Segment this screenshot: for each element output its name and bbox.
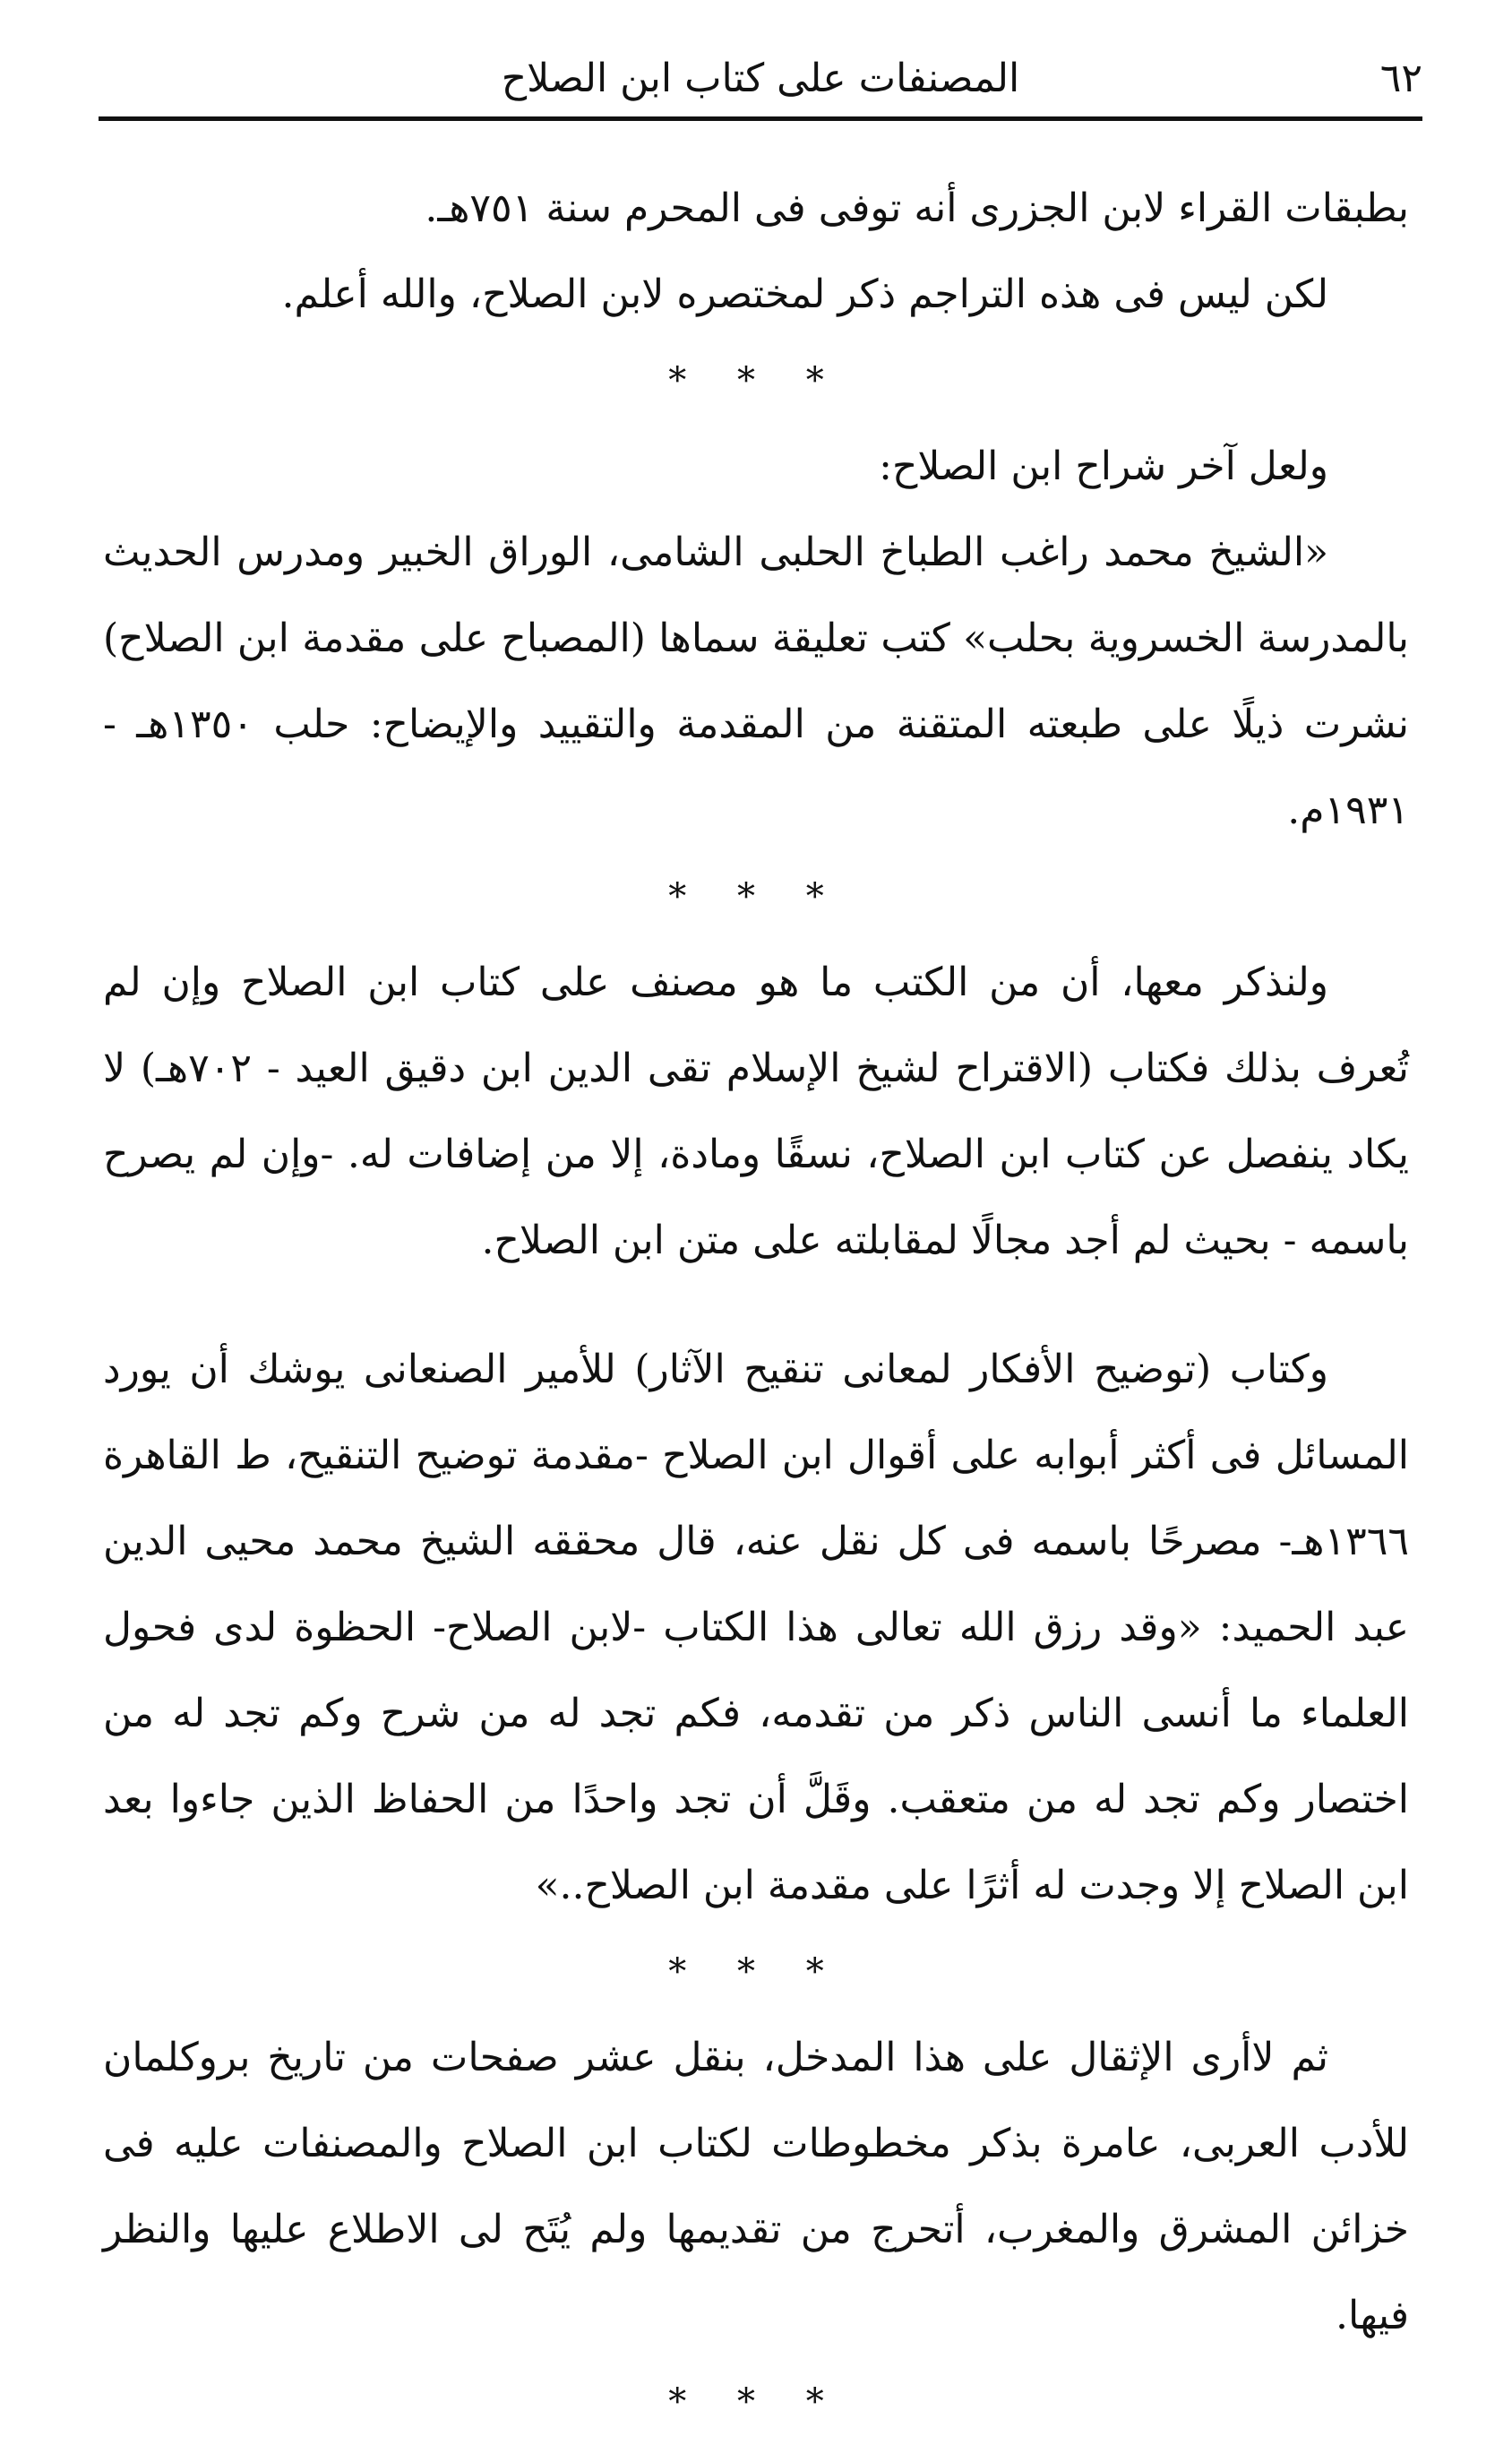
section-separator: * * * bbox=[668, 360, 844, 401]
paragraph-5: ولنذكر معها، أن من الكتب ما هو مصنف على كتاب ابن الصلاح وإن لم تُعرف بذلك فكتاب (الاقتراح لشيخ الإسلام تقى الدين ابن دقيق العيد - ٧٠٢هـ) لا يكاد ينفصل عن كتاب ابن الصلاح، نسقًا ومادة، إلا من إضافات له. -وإن لم يصرح باسمه - بحيث لم أجد مجالًا لمقابلته على متن ابن الصلاح. bbox=[103, 960, 1409, 1263]
paragraph-7: ثم لاأرى الإثقال على هذا المدخل، بنقل عشر صفحات من تاريخ بروكلمان للأدب العربى، عامرة بذكر مخطوطات لكتاب ابن الصلاح والمصنفات عليه فى خزائن المشرق والمغرب، أتحرج من تقديمها ولم يُتَح لى الاطلاع عليها والنظر فيها. bbox=[103, 2035, 1409, 2338]
paragraph-6: وكتاب (توضيح الأفكار لمعانى تنقيح الآثار) للأمير الصنعانى يوشك أن يورد المسائل فى أكثر أبوابه على أقوال ابن الصلاح -مقدمة توضيح التنقيح، ط القاهرة ١٣٦٦هـ- مصرحًا باسمه فى كل نقل عنه، قال محققه الشيخ محمد محيى الدين عبد الحميد: «وقد رزق الله تعالى هذا الكتاب -لابن الصلاح- الحظوة لدى فحول العلماء ما أنسى الناس ذكر من تقدمه، فكم تجد له من شرح وكم تجد له من اختصار وكم تجد له من متعقب. وقَلَّ أن تجد واحدًا من الحفاظ الذين جاءوا بعد ابن الصلاح إلا وجدت له أثرًا على مقدمة ابن الصلاح..» bbox=[103, 1347, 1409, 1908]
page-number: ٦٢ bbox=[1379, 56, 1422, 101]
paragraph-1: بطبقات القراء لابن الجزرى أنه توفى فى المحرم سنة ٧٥١هـ. bbox=[425, 185, 1409, 231]
section-separator: * * * bbox=[668, 2381, 844, 2423]
page-body bbox=[103, 166, 1409, 2445]
running-title: المصنفات على كتاب ابن الصلاح bbox=[501, 56, 1020, 101]
paragraph-2: لكن ليس فى هذه التراجم ذكر لمختصره لابن الصلاح، والله أعلم. bbox=[281, 271, 1328, 317]
page-header bbox=[99, 45, 1422, 121]
paragraph-4: «الشيخ محمد راغب الطباخ الحلبى الشامى، الوراق الخبير ومدرس الحديث بالمدرسة الخسروية بحلب» كتب تعليقة سماها (المصباح على مقدمة ابن الصلاح) نشرت ذيلًا على طبعته المتقنة من المقدمة والتقييد والإيضاح: حلب ١٣٥٠هـ - ١٩٣١م. bbox=[103, 529, 1410, 833]
section-separator: * * * bbox=[668, 1951, 844, 1993]
section-separator: * * * bbox=[668, 876, 844, 917]
paragraph-3: ولعل آخر شراح ابن الصلاح: bbox=[879, 443, 1328, 489]
